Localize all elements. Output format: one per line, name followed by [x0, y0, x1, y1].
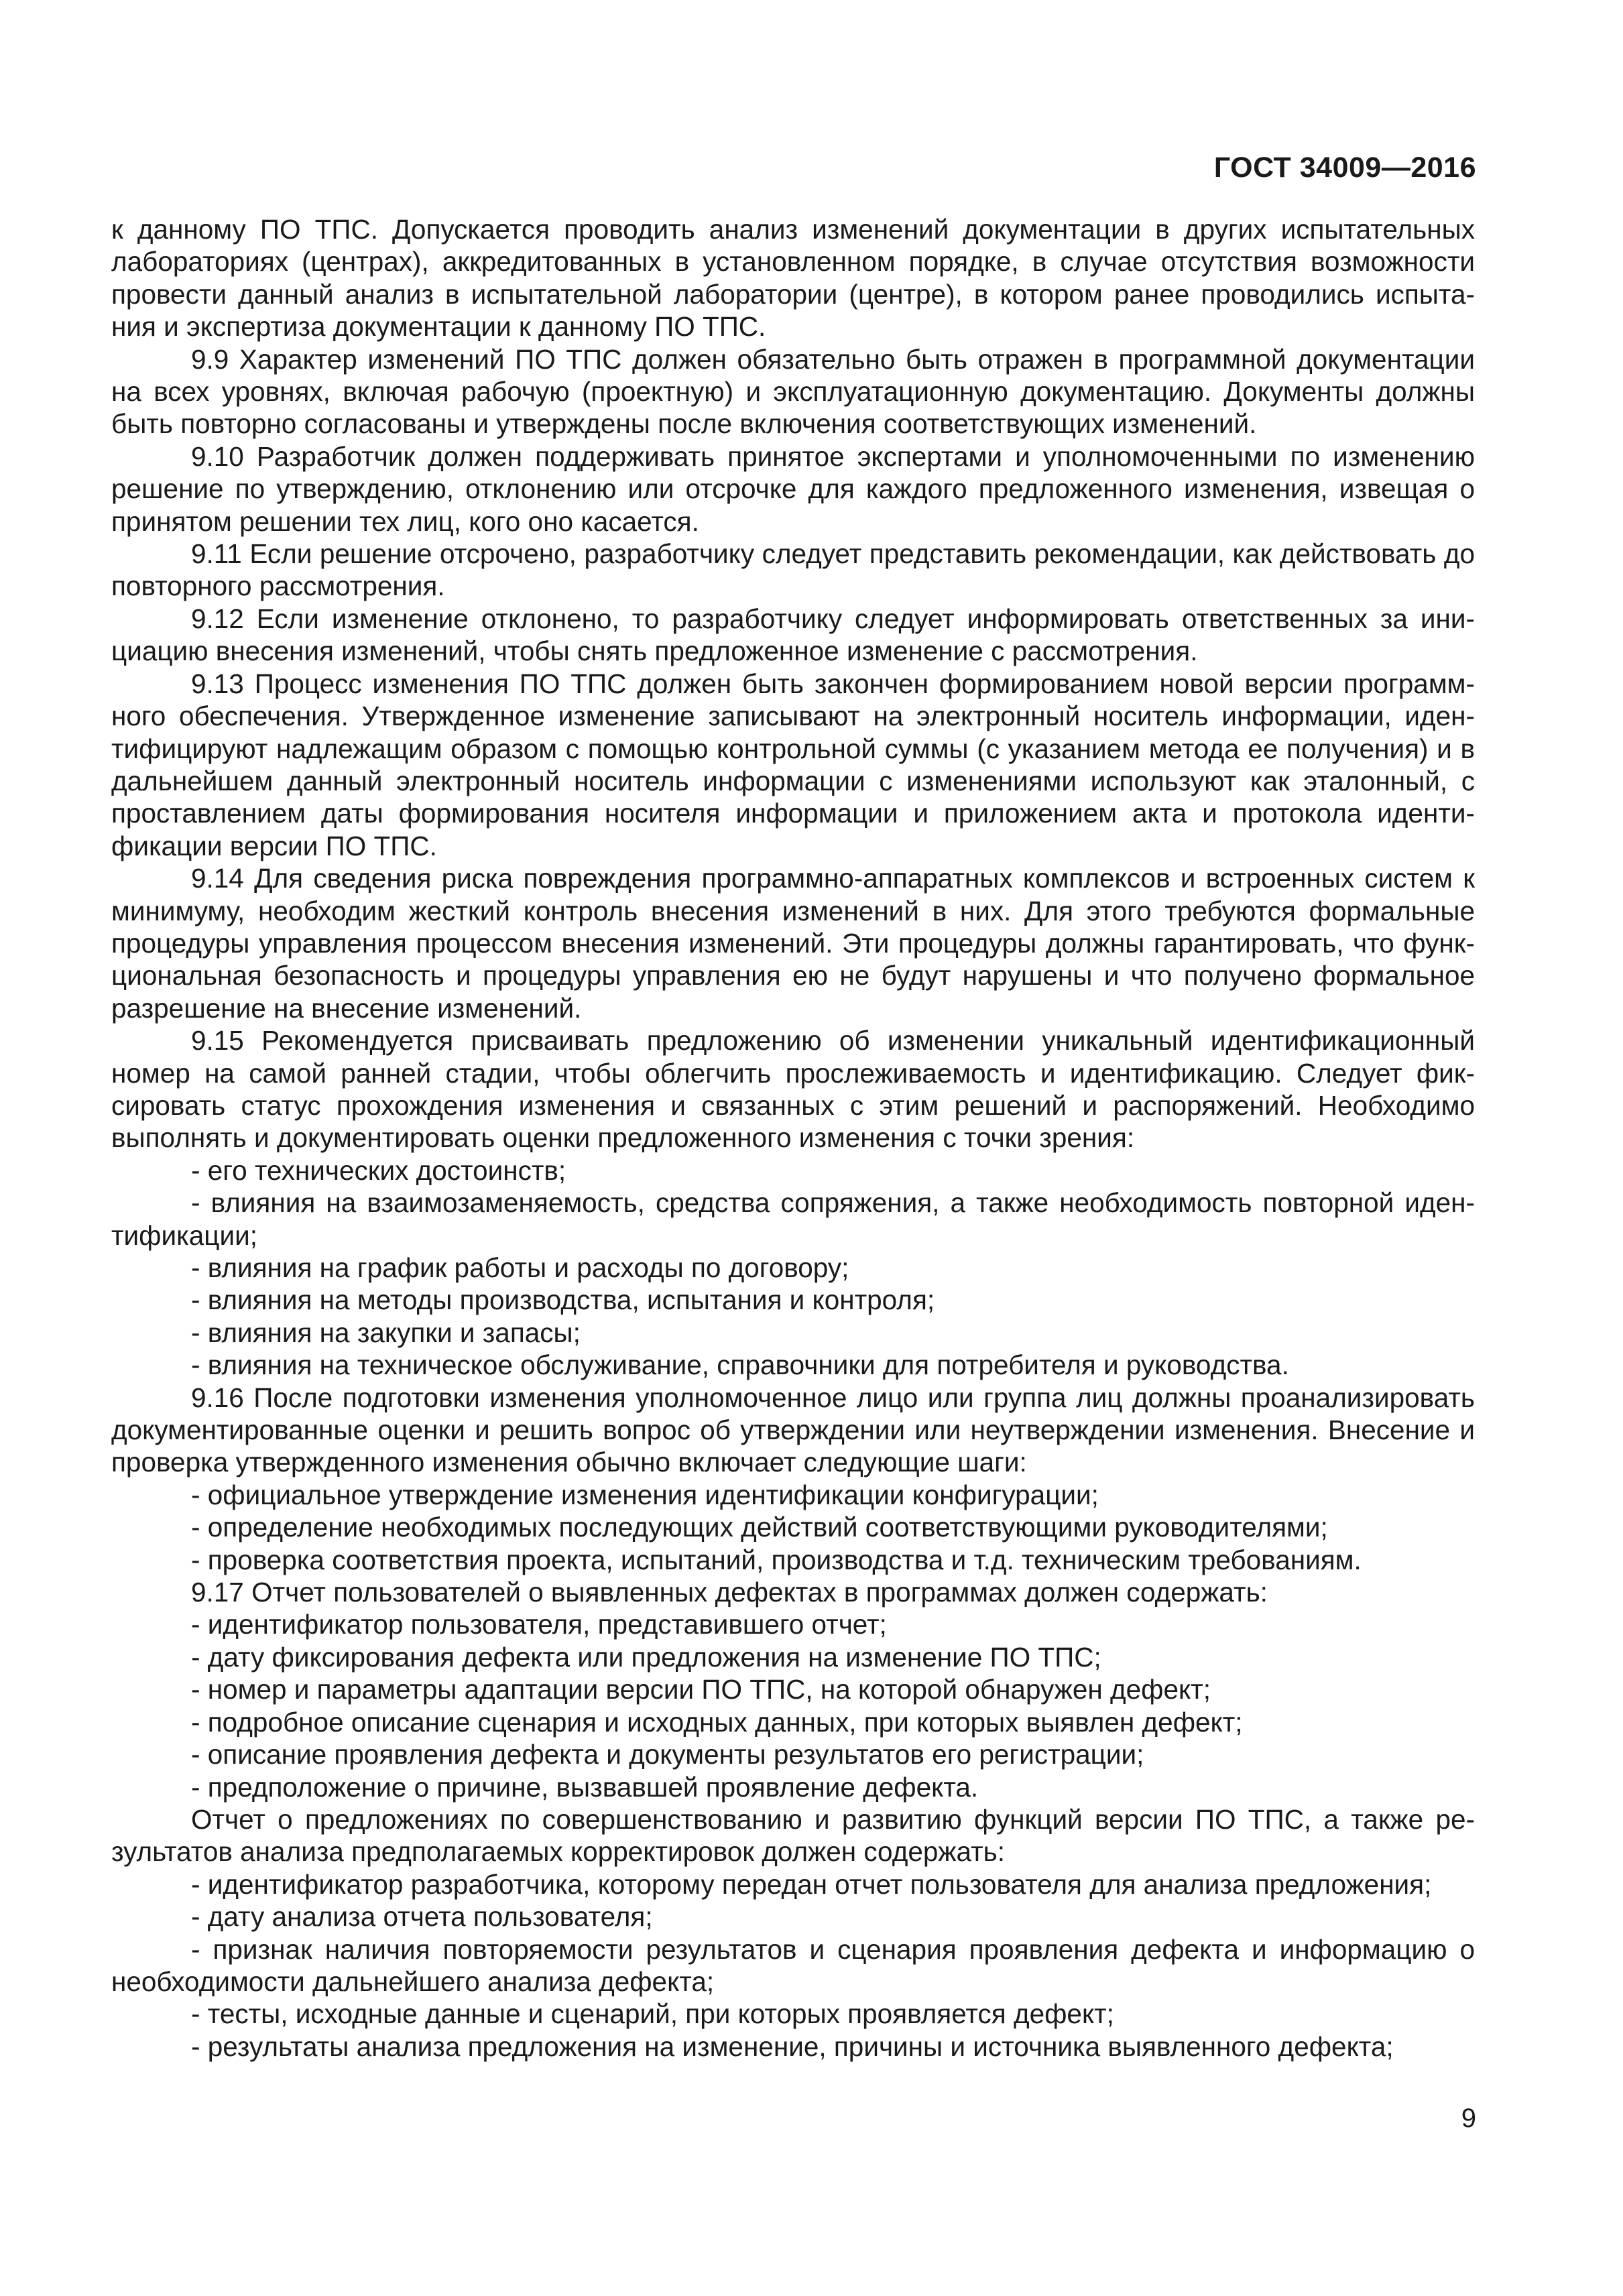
- list-item: - признак наличия повторяемости результатов и сценария проявления дефекта и информацию о необходимости дальнейшего анализа дефекта;: [111, 1933, 1475, 1997]
- list-item: - дату фиксирования дефекта или предложения на изменение ПО ТПС;: [191, 1641, 1101, 1673]
- list-item: - официальное утверждение изменения идентификации конфигурации;: [191, 1479, 1099, 1510]
- page-header: [1214, 152, 1476, 184]
- document-body: [111, 213, 1475, 2063]
- list-item: - подробное описание сценария и исходных данных, при которых выявлен дефект;: [191, 1706, 1243, 1738]
- list-item: - описание проявления дефекта и документы результатов его регистрации;: [191, 1739, 1144, 1770]
- paragraph: Отчет о предложениях по совершенствованию и развитию функций версии ПО ТПС, а также ре-зультатов анализа предполагаемых корректировок должен содержать:: [111, 1803, 1475, 1868]
- paragraph: 9.16 После подготовки изменения уполномоченное лицо или группа лиц должны проанализировать документированные оценки и решить вопрос об утверждении или неутверждении изменения. Внесение и проверка утвержденного изменения обычно включает следующие шаги:: [111, 1382, 1475, 1478]
- paragraph: 9.17 Отчет пользователей о выявленных дефектах в программах должен содержать:: [191, 1577, 1268, 1608]
- list-item: - его технических достоинств;: [191, 1154, 566, 1186]
- list-item: - дату анализа отчета пользователя;: [191, 1901, 653, 1933]
- list-item: - результаты анализа предложения на изменение, причины и источника выявленного дефекта;: [191, 2031, 1394, 2062]
- list-item: - предположение о причине, вызвавшей проявление дефекта.: [191, 1771, 979, 1803]
- paragraph: 9.11 Если решение отсрочено, разработчику следует представить рекомендации, как действовать до повторного рассмотрения.: [111, 538, 1475, 602]
- list-item: - идентификатор разработчика, которому передан отчет пользователя для анализа предложения;: [191, 1868, 1432, 1900]
- paragraph: 9.9 Характер изменений ПО ТПС должен обязательно быть отражен в программной документации на всех уровнях, включая рабочую (проектную) и эксплуатационную документацию. Документы должны быть повторно согласованы и утверждены после включения соответствующих изменений.: [111, 343, 1475, 440]
- list-item: - тесты, исходные данные и сценарий, при которых проявляется дефект;: [191, 1998, 1114, 2030]
- list-item: - проверка соответствия проекта, испытаний, производства и т.д. техническим требованиям.: [191, 1544, 1362, 1575]
- page-number: 9: [1461, 2104, 1476, 2133]
- list-item: - влияния на методы производства, испытания и контроля;: [191, 1284, 935, 1316]
- paragraph: 9.13 Процесс изменения ПО ТПС должен быть закончен формированием новой версии программ-ного обеспечения. Утвержденное изменение записывают на электронный носитель информации, иден-тифицируют надлежащим образом с помощью контрольной суммы (с указанием метода ее получения) и в дальнейшем данный электронный носитель информации с изменениями используют как эталонный, с проставлением даты формирования носителя информации и приложением акта и протокола иденти-фикации версии ПО ТПС.: [111, 668, 1475, 861]
- paragraph: 9.14 Для сведения риска повреждения программно-аппаратных комплексов и встроенных систем к минимуму, необходим жесткий контроль внесения изменений в них. Для этого требуются формальные процедуры управления процессом внесения изменений. Эти процедуры должны гарантировать, что функ-циональная безопасность и процедуры управления ею не будут нарушены и что получено формальное разрешение на внесение изменений.: [111, 863, 1475, 1024]
- list-item: - идентификатор пользователя, представившего отчет;: [191, 1609, 887, 1640]
- list-item: - определение необходимых последующих действий соответствующими руководителями;: [191, 1512, 1328, 1543]
- list-item: - влияния на закупки и запасы;: [191, 1317, 581, 1348]
- list-item: - влияния на график работы и расходы по договору;: [191, 1252, 849, 1283]
- paragraph: к данному ПО ТПС. Допускается проводить анализ изменений документации в других испытательных лабораториях (центрах), аккредитованных в установленном порядке, в случае отсутствия возможности провести данный анализ в испытательной лаборатории (центре), в котором ранее проводились испыта-ния и экспертиза документации к данному ПО ТПС.: [111, 214, 1475, 343]
- paragraph: 9.12 Если изменение отклонено, то разработчику следует информировать ответственных за ини-циацию внесения изменений, чтобы снять предложенное изменение с рассмотрения.: [111, 603, 1475, 667]
- standard-id: ГОСТ 34009—2016: [1213, 152, 1476, 184]
- list-item: - номер и параметры адаптации версии ПО ТПС, на которой обнаружен дефект;: [191, 1674, 1211, 1705]
- list-item: - влияния на техническое обслуживание, справочники для потребителя и руководства.: [191, 1349, 1289, 1381]
- paragraph: 9.15 Рекомендуется присваивать предложению об изменении уникальный идентификационный номер на самой ранней стадии, чтобы облегчить прослеживаемость и идентификацию. Следует фик-сировать статус прохождения изменения и связанных с этим решений и распоряжений. Необходимо выполнять и документировать оценки предложенного изменения с точки зрения:: [111, 1025, 1475, 1154]
- list-item: - влияния на взаимозаменяемость, средства сопряжения, а также необходимость повторной иден-тификации;: [111, 1187, 1475, 1251]
- paragraph: 9.10 Разработчик должен поддерживать принятое экспертами и уполномоченными по изменению решение по утверждению, отклонению или отсрочке для каждого предложенного изменения, извещая о принятом решении тех лиц, кого оно касается.: [111, 440, 1475, 537]
